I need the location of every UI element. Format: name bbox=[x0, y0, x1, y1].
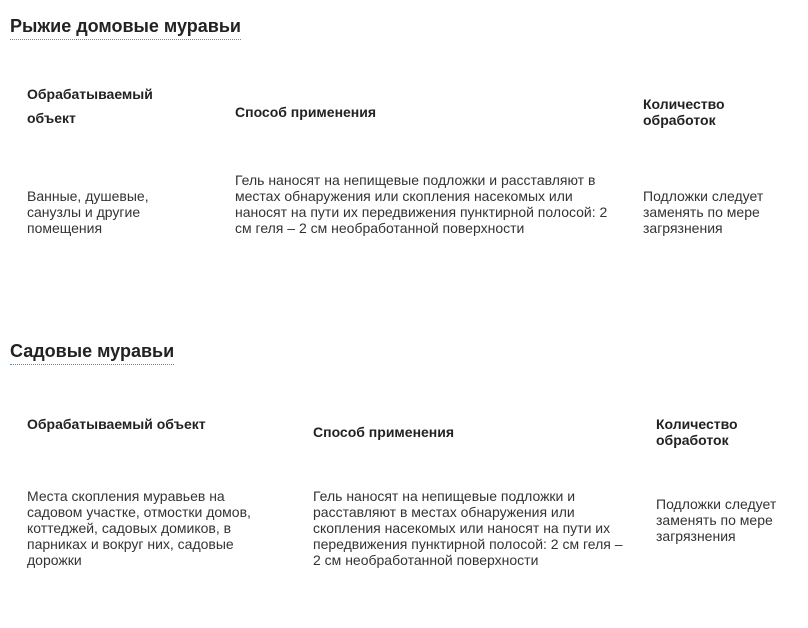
cell-count: Подложки следует заменять по мере загрязнения bbox=[656, 496, 777, 544]
cell-method: Гель наносят на непищевые подложки и расставляют в местах обнаружения или скопления насекомых или наносят на пути их передвижения пунктирной полосой: 2 см геля – 2 см необработанной поверхности bbox=[235, 172, 608, 236]
column-header-method: Способ применения bbox=[235, 104, 377, 120]
column-header-count: Количество обработок bbox=[643, 96, 725, 128]
cell-object: Ванные, душевые, санузлы и другие помещения bbox=[27, 188, 149, 236]
cell-object: Места скопления муравьев на садовом участке, отмостки домов, коттеджей, садовых домиков, в парниках и вокруг них, садовые дорожки bbox=[27, 488, 251, 568]
section-title: Садовые муравьи bbox=[10, 340, 174, 365]
cell-count: Подложки следует заменять по мере загрязнения bbox=[643, 188, 764, 236]
column-header-object: Обрабатываемый объект bbox=[27, 86, 153, 126]
cell-method: Гель наносят на непищевые подложки и расставляют в местах обнаружения или скопления насекомых или наносят на пути их передвижения пунктирной полосой: 2 см геля – 2 см необработанной поверхности bbox=[313, 488, 623, 568]
column-header-method: Способ применения bbox=[313, 424, 455, 440]
column-header-object: Обрабатываемый объект bbox=[27, 416, 206, 432]
column-header-count: Количество обработок bbox=[656, 416, 738, 448]
section-title: Рыжие домовые муравьи bbox=[10, 15, 241, 40]
